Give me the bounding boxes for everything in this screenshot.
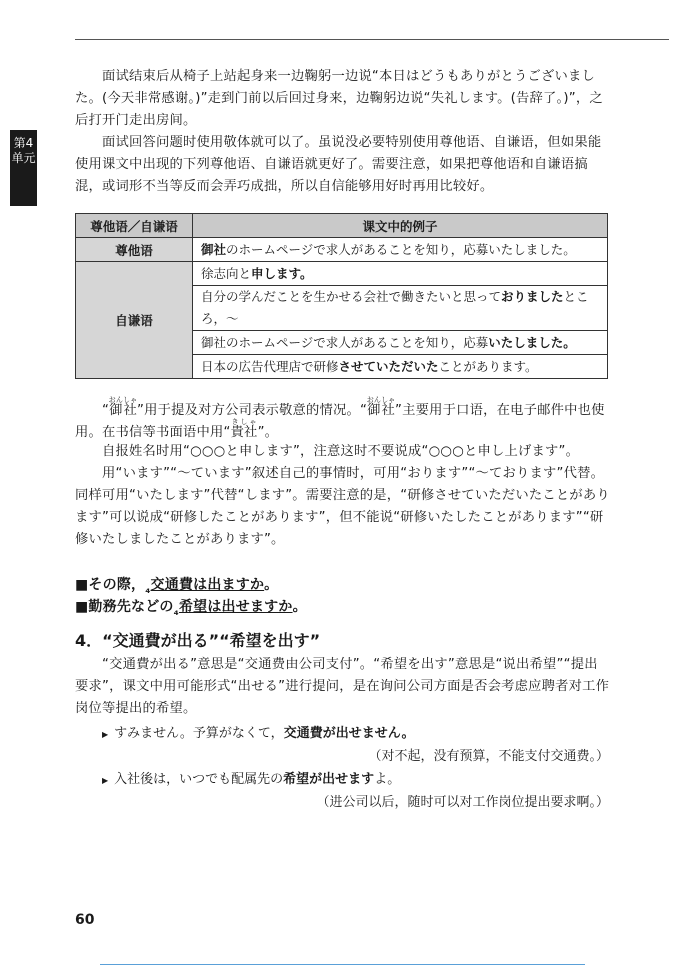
ruby-reading: おんしゃ: [108, 396, 138, 404]
paragraph-6: “交通費が出る”意思是“交通费由公司支付”。“希望を出す”意思是“说出希望”“提出要求”，课文中用可能形式“出せる”进行提问，是在询问公司方面是否会考虑应聘者对工作岗位等提出的希望。: [75, 657, 610, 716]
footer-rule: [100, 964, 585, 965]
table-cell: [193, 355, 608, 379]
text: よ。: [374, 772, 401, 787]
ruby-reading: おんしゃ: [366, 396, 396, 404]
paragraph-2: 面试回答问题时使用敬体就可以了。虽说没必要特别使用尊他语、自谦语，但如果能使用课文中出现的下列尊他语、自谦语就更好了。需要注意，如果把尊他语和自谦语搞混，或词形不当等反而会弄巧成拙，所以自信能够用好时再用比较好。: [75, 135, 602, 194]
paragraph-4: 自报姓名时用“○○○と申します”，注意这时不要说成“○○○と申し上げます”。: [102, 444, 580, 459]
triangle-bullet-icon: ▶: [102, 730, 109, 739]
table-header: 尊他语／自谦语: [76, 214, 193, 238]
bold-text: 御社: [201, 241, 227, 257]
note-mark: ₄: [173, 603, 179, 618]
ruby-reading: きしゃ: [230, 418, 258, 426]
bold-text: おりました: [501, 289, 564, 304]
text: 御社のホームページで求人があることを知り，応募: [201, 334, 489, 350]
example-translation: （对不起，没有预算，不能支付交通费。）: [368, 749, 609, 764]
row-label: 尊他语: [76, 238, 193, 262]
table-header-row: [76, 214, 608, 238]
triangle-bullet-icon: ▶: [102, 776, 109, 785]
bold-text: 希望が出せます: [283, 772, 375, 787]
text: “: [102, 403, 110, 418]
text: 御社: [108, 403, 138, 418]
example-sentence: [102, 722, 414, 741]
section-heading: 4．“交通費が出る”“希望を出す”: [75, 631, 321, 650]
page-number: 60: [75, 912, 95, 928]
text: ”。: [257, 425, 279, 440]
underlined-text: 交通費は出ますか: [150, 577, 265, 593]
text: ”用于提及对方公司表示敬意的情况。“: [137, 403, 368, 418]
text: ”主要用于口语，在电子邮件中也使用。在书信等书面语中用“: [75, 403, 605, 440]
text: 。: [292, 599, 307, 615]
example-sentence: [102, 768, 400, 787]
header-rule: [75, 39, 669, 40]
text: すみません。予算がなくて，: [114, 726, 284, 741]
bold-text: 申します。: [251, 265, 313, 281]
text: 日本の広告代理店で研修: [201, 358, 339, 374]
table-row: [76, 238, 608, 262]
unit-tab: 第4单元: [10, 130, 37, 206]
text: のホームページで求人があることを知り，応募いたしました。: [226, 241, 576, 257]
text: 自分の学んだことを生かせる会社で働きたいと思って: [201, 289, 502, 304]
text: ■その際，: [75, 577, 146, 593]
text: 貴社: [230, 425, 258, 440]
ruby-word: [230, 418, 258, 440]
table-row: [76, 262, 608, 286]
key-sentence: [75, 596, 610, 622]
ruby-word: [108, 396, 138, 418]
paragraph-5: 用“います”“～ています”叙述自己的事情时，可用“おります”“～ております”代替。同样可用“いたします”代替“します”。需要注意的是，“研修させていただいたことがあります”可以说成“研修したことがあります”，但不能说“研修いたしたことがあります”“研修いたしましたことがあります”。: [75, 466, 610, 547]
table-cell: [193, 238, 608, 262]
bold-text: させていただいた: [338, 358, 439, 374]
paragraph-1: 面试结束后从椅子上站起身来一边鞠躬一边说“本日はどうもありがとうございました。(今天非常感谢。)”走到门前以后回过身来，边鞠躬边说“失礼します。(告辞了。)”，之后打开门走出房间。: [75, 69, 603, 128]
keigo-table: [75, 213, 608, 379]
example-translation: （进公司以后，随时可以对工作岗位提出要求啊。）: [316, 795, 609, 810]
row-label: 自谦语: [76, 262, 193, 379]
ruby-word: [366, 396, 396, 418]
table-cell: [193, 286, 608, 331]
text: ■勤務先などの: [75, 599, 174, 615]
text: 入社後は，いつでも配属先の: [114, 772, 284, 787]
bold-text: 交通費が出せません。: [283, 726, 415, 741]
text: ことがあります。: [438, 358, 538, 374]
paragraph-3: [75, 396, 610, 444]
table-cell: [193, 331, 608, 355]
table-cell: [193, 262, 608, 286]
text: 。: [264, 577, 279, 593]
text: 御社: [366, 403, 396, 418]
table-header: 课文中的例子: [193, 214, 608, 238]
underlined-text: 希望は出せますか: [178, 599, 293, 615]
note-mark: ₄: [145, 581, 151, 596]
text: ところ，～: [201, 289, 589, 326]
bold-text: いたしました。: [488, 334, 576, 350]
text: 徐志向と: [201, 265, 252, 281]
